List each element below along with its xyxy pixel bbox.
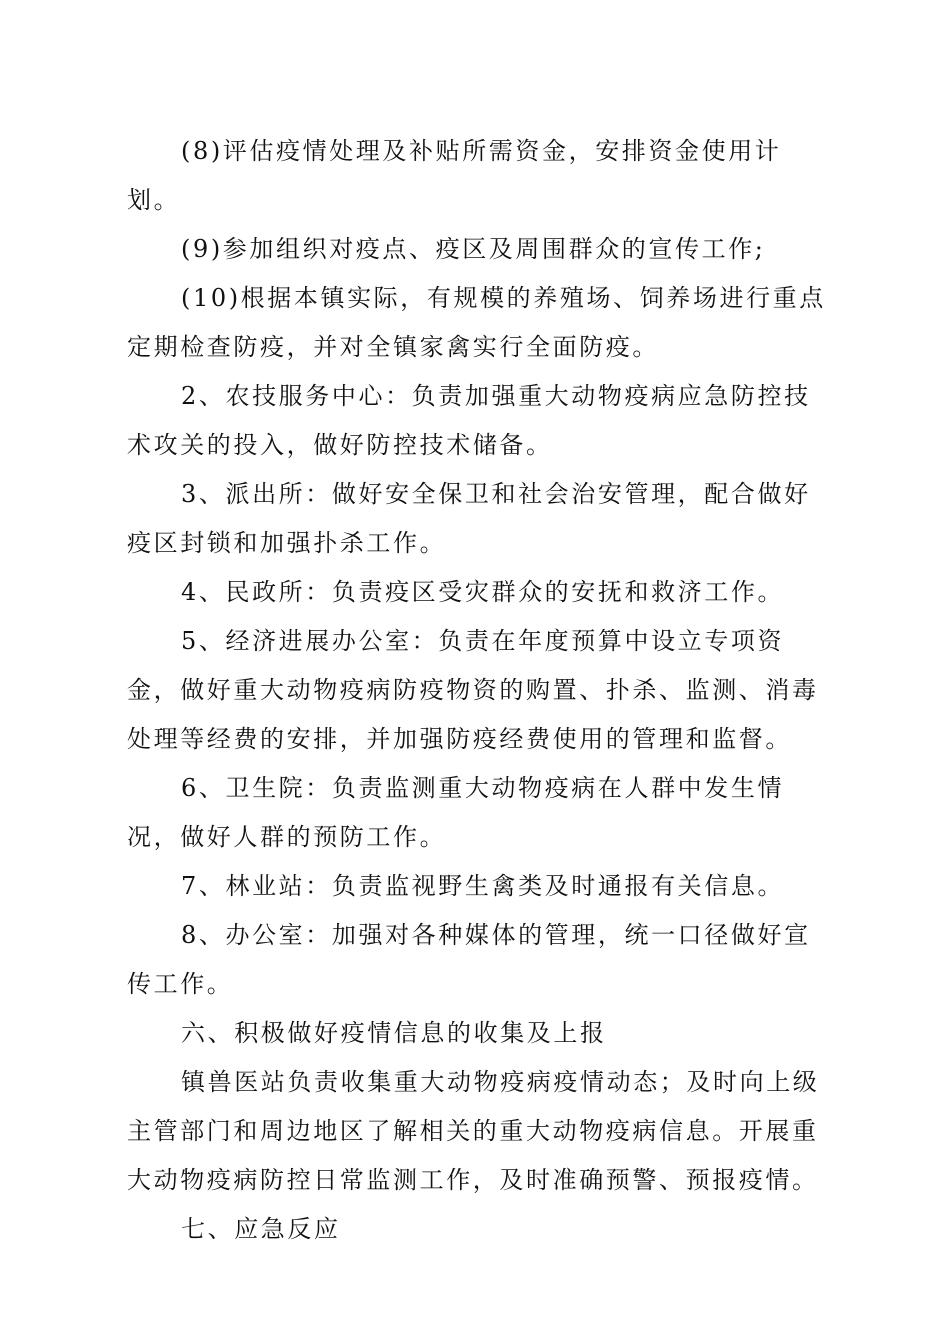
paragraph-economic-office: 5、经济进展办公室：负责在年度预算中设立专项资金，做好重大动物疫病防疫物资的购置、扑杀、监测、消毒处理等经费的安排，并加强防疫经费使用的管理和监督。	[127, 627, 819, 753]
paragraph-vet-station: 镇兽医站负责收集重大动物疫病疫情动态；及时向上级主管部门和周边地区了解相关的重大动物疫病信息。开展重大动物疫病防控日常监测工作，及时准确预警、预报疫情。	[127, 1068, 820, 1194]
paragraph-item-9: (9)参加组织对疫点、疫区及周围群众的宣传工作;	[181, 235, 766, 263]
paragraph-item-10: (10)根据本镇实际，有规模的养殖场、饲养场进行重点定期检查防疫，并对全镇家禽实行全面防疫。	[127, 284, 826, 361]
paragraph-police-station: 3、派出所：做好安全保卫和社会治安管理，配合做好疫区封锁和加强扑杀工作。	[127, 480, 811, 557]
paragraph-office: 8、办公室：加强对各种媒体的管理，统一口径做好宣传工作。	[127, 921, 811, 998]
section-heading-6: 六、积极做好疫情信息的收集及上报	[181, 1019, 607, 1047]
paragraph-forestry-station: 7、林业站：负责监视野生禽类及时通报有关信息。	[181, 872, 785, 900]
paragraph-health-center: 6、卫生院：负责监测重大动物疫病在人群中发生情况，做好人群的预防工作。	[127, 774, 785, 851]
paragraph-civil-affairs: 4、民政所：负责疫区受灾群众的安抚和救济工作。	[181, 578, 785, 606]
paragraph-agri-tech-center: 2、农技服务中心：负责加强重大动物疫病应急防控技术攻关的投入，做好防控技术储备。	[127, 382, 811, 459]
section-heading-7: 七、应急反应	[181, 1215, 341, 1243]
document-body	[127, 127, 827, 1254]
paragraph-item-8: (8)评估疫情处理及补贴所需资金，安排资金使用计划。	[127, 137, 782, 214]
